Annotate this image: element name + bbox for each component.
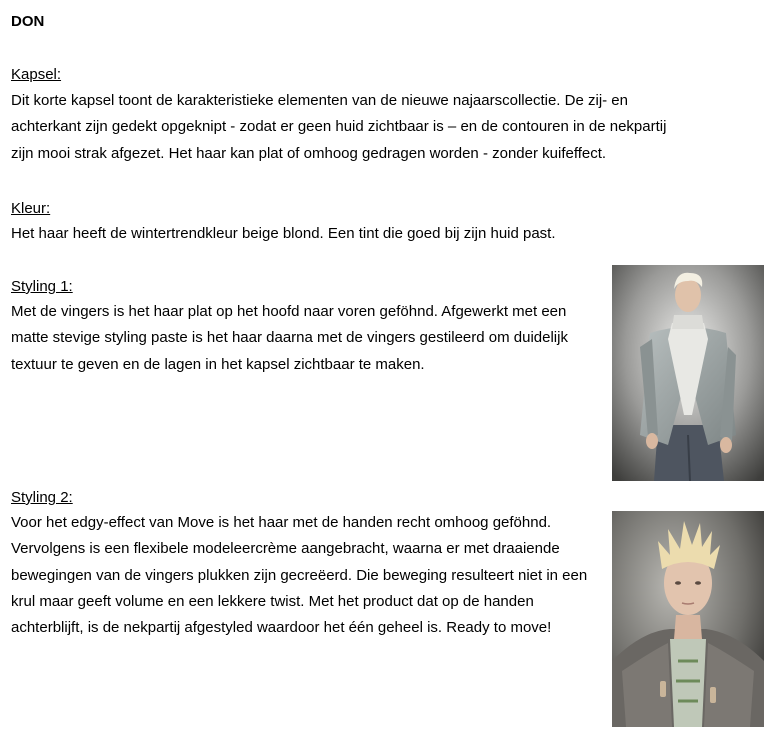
styling-2-text: [11, 510, 587, 641]
text-line: Dit korte kapsel toont de karakteristieke elementen van de nieuwe najaarscollectie. De zij- en: [11, 92, 628, 109]
model-photo-2: [612, 511, 764, 727]
document-title: DON: [11, 13, 45, 30]
kapsel-heading: Kapsel:: [11, 66, 62, 83]
model-photo-1: [612, 265, 764, 481]
text-line: Met de vingers is het haar plat op het hoofd naar voren geföhnd. Afgewerkt met een: [11, 303, 567, 320]
text-line: achterkant zijn gedekt opgeknipt - zodat er geen huid zichtbaar is – en de contouren in de nekpartij: [11, 118, 667, 136]
styling-2-heading: Styling 2:: [11, 489, 73, 506]
text-line: bewegingen van de vingers plukken zijn gecreëerd. Die beweging resulteert niet in een: [11, 566, 588, 584]
text-line: krul maar geeft volume en een lekkere twist. Met het product dat op de handen: [11, 592, 534, 610]
text-line: textuur te geven en de lagen in het kapsel zichtbaar te maken.: [11, 355, 425, 373]
kleur-text: [11, 221, 556, 247]
text-line: Voor het edgy-effect van Move is het haar met de handen recht omhoog geföhnd.: [11, 514, 552, 531]
styling-1-heading: Styling 1:: [11, 278, 73, 295]
kapsel-text: [11, 88, 666, 167]
text-line: Vervolgens is een flexibele modeleercrème aangebracht, waarna er met draaiende: [11, 540, 560, 558]
kleur-heading: Kleur:: [11, 200, 51, 217]
styling-1-text: [11, 299, 568, 378]
text-line: achterblijft, is de nekpartij afgestyled waardoor het één geheel is. Ready to move!: [11, 619, 552, 637]
text-line: zijn mooi strak afgezet. Het haar kan plat of omhoog gedragen worden - zonder kuifeffect.: [11, 144, 607, 162]
text-line: matte stevige styling paste is het haar daarna met de vingers gestileerd om duidelijk: [11, 329, 568, 347]
text-line: Het haar heeft de wintertrendkleur beige blond. Een tint die goed bij zijn huid past.: [11, 225, 556, 242]
